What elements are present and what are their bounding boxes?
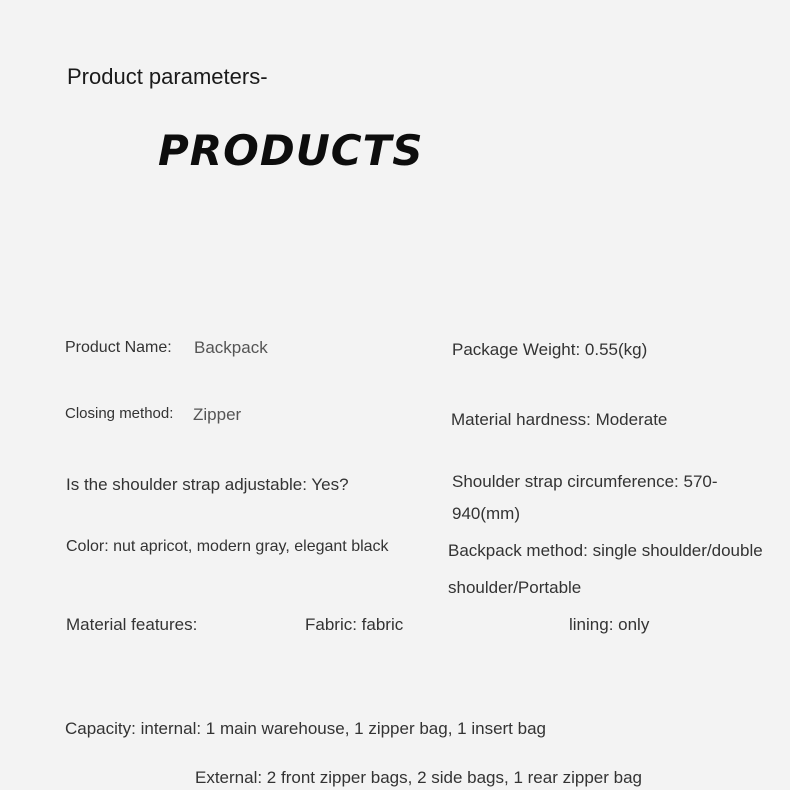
closing-method-value: Zipper	[193, 405, 242, 424]
material-features-label: Material features:	[66, 615, 198, 634]
backpack-method-line1: Backpack method: single shoulder/double	[448, 541, 763, 560]
products-title: PRODUCTS	[158, 126, 424, 175]
product-name-label: Product Name:	[65, 339, 172, 356]
shoulder-strap-circumference-line2: 940(mm)	[452, 504, 521, 523]
page-header-title: Product parameters-	[67, 64, 268, 89]
fabric-value: Fabric: fabric	[305, 615, 404, 634]
shoulder-strap-adjustable: Is the shoulder strap adjustable: Yes?	[66, 475, 349, 494]
capacity-external: External: 2 front zipper bags, 2 side bags, 1 rear zipper bag	[195, 768, 642, 787]
closing-method-label: Closing method:	[65, 405, 174, 422]
lining-value: lining: only	[569, 615, 650, 634]
backpack-method-line2: shoulder/Portable	[448, 578, 582, 597]
package-weight: Package Weight: 0.55(kg)	[452, 340, 648, 359]
material-hardness: Material hardness: Moderate	[451, 410, 668, 429]
shoulder-strap-circumference-line1: Shoulder strap circumference: 570-	[452, 472, 718, 491]
capacity-internal: Capacity: internal: 1 main warehouse, 1 zipper bag, 1 insert bag	[65, 719, 546, 738]
product-name-value: Backpack	[194, 338, 268, 357]
color-options: Color: nut apricot, modern gray, elegant black	[66, 538, 389, 555]
